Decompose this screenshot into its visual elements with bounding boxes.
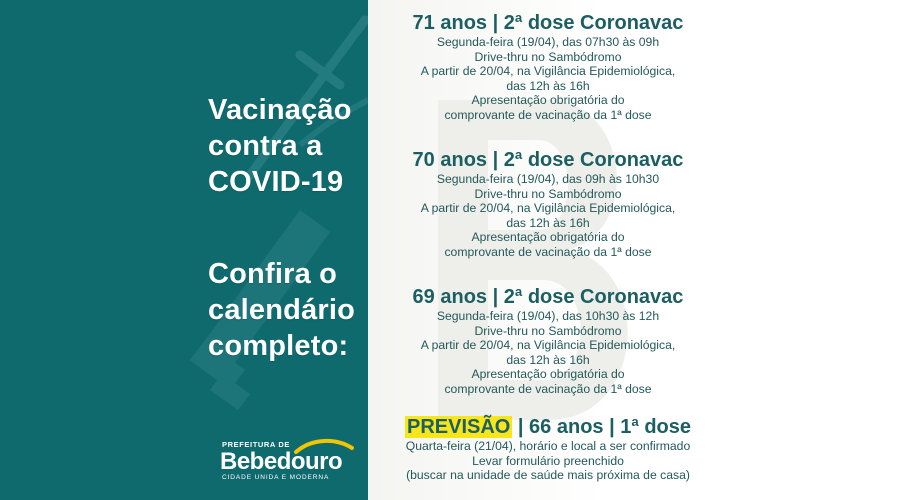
- schedule-line: Apresentação obrigatória do: [471, 230, 625, 244]
- schedule-line: Segunda-feira (19/04), das 10h30 às 12h: [436, 309, 660, 323]
- prefeitura-logo: [222, 440, 352, 490]
- schedule-line: Drive-thru no Sambódromo: [474, 323, 622, 338]
- schedule-line: das 12h às 16h: [506, 352, 590, 367]
- schedule-line: A partir de 20/04, na Vigilância Epidemiológica,: [420, 64, 676, 78]
- title-line: Vacinação: [208, 94, 352, 126]
- schedule-line: comprovante de vacinação da 1ª dose: [444, 244, 652, 259]
- schedule-line: comprovante de vacinação da 1ª dose: [444, 107, 652, 122]
- logo-name: Bebedouro: [220, 448, 343, 475]
- schedule-line: Apresentação obrigatória do: [471, 93, 625, 107]
- schedule-block-71: [368, 11, 728, 122]
- schedule-block-70: [368, 148, 728, 259]
- schedule-line: comprovante de vacinação da 1ª dose: [444, 381, 652, 396]
- schedule-block-66: [368, 415, 728, 483]
- page-title: [208, 92, 352, 200]
- schedule-heading: 69 anos | 2ª dose Coronavac: [412, 286, 684, 308]
- left-panel: [0, 0, 368, 500]
- logo-tagline: CIDADE UNIDA E MODERNA: [222, 474, 330, 481]
- schedule-heading-row: [368, 415, 728, 439]
- schedule-line: das 12h às 16h: [506, 78, 590, 93]
- subtitle-line: calendário: [208, 294, 356, 326]
- title-line: contra a: [208, 130, 323, 162]
- schedule-line: Apresentação obrigatória do: [471, 367, 625, 381]
- schedule-line: A partir de 20/04, na Vigilância Epidemiológica,: [420, 338, 676, 352]
- schedule-panel: [368, 0, 900, 500]
- syringe-illustration: [0, 0, 368, 500]
- schedule-heading: 71 anos | 2ª dose Coronavac: [412, 12, 684, 34]
- schedule-line: Drive-thru no Sambódromo: [474, 49, 622, 64]
- schedule-line: (buscar na unidade de saúde mais próxima de casa): [406, 468, 690, 482]
- schedule-heading: 70 anos | 2ª dose Coronavac: [412, 149, 684, 171]
- subtitle-line: Confira o: [208, 258, 338, 290]
- schedule-line: A partir de 20/04, na Vigilância Epidemiológica,: [420, 201, 676, 215]
- logo-prefix: PREFEITURA DE: [222, 440, 290, 449]
- schedule-heading: | 66 anos | 1ª dose: [517, 416, 692, 438]
- schedule-line: Drive-thru no Sambódromo: [474, 186, 622, 201]
- schedule-line: Quarta-feira (21/04), horário e local a ser confirmado: [405, 439, 691, 453]
- schedule-line: Levar formulário preenchido: [472, 453, 624, 468]
- schedule-line: Segunda-feira (19/04), das 09h às 10h30: [436, 172, 660, 186]
- schedule-block-69: [368, 285, 728, 396]
- subtitle-line: completo:: [208, 330, 349, 362]
- schedule-line: Segunda-feira (19/04), das 07h30 às 09h: [436, 35, 660, 49]
- page-subtitle: [208, 256, 355, 364]
- forecast-badge: PREVISÃO: [406, 416, 511, 438]
- schedule-line: das 12h às 16h: [506, 215, 590, 230]
- title-line: COVID-19: [208, 166, 344, 198]
